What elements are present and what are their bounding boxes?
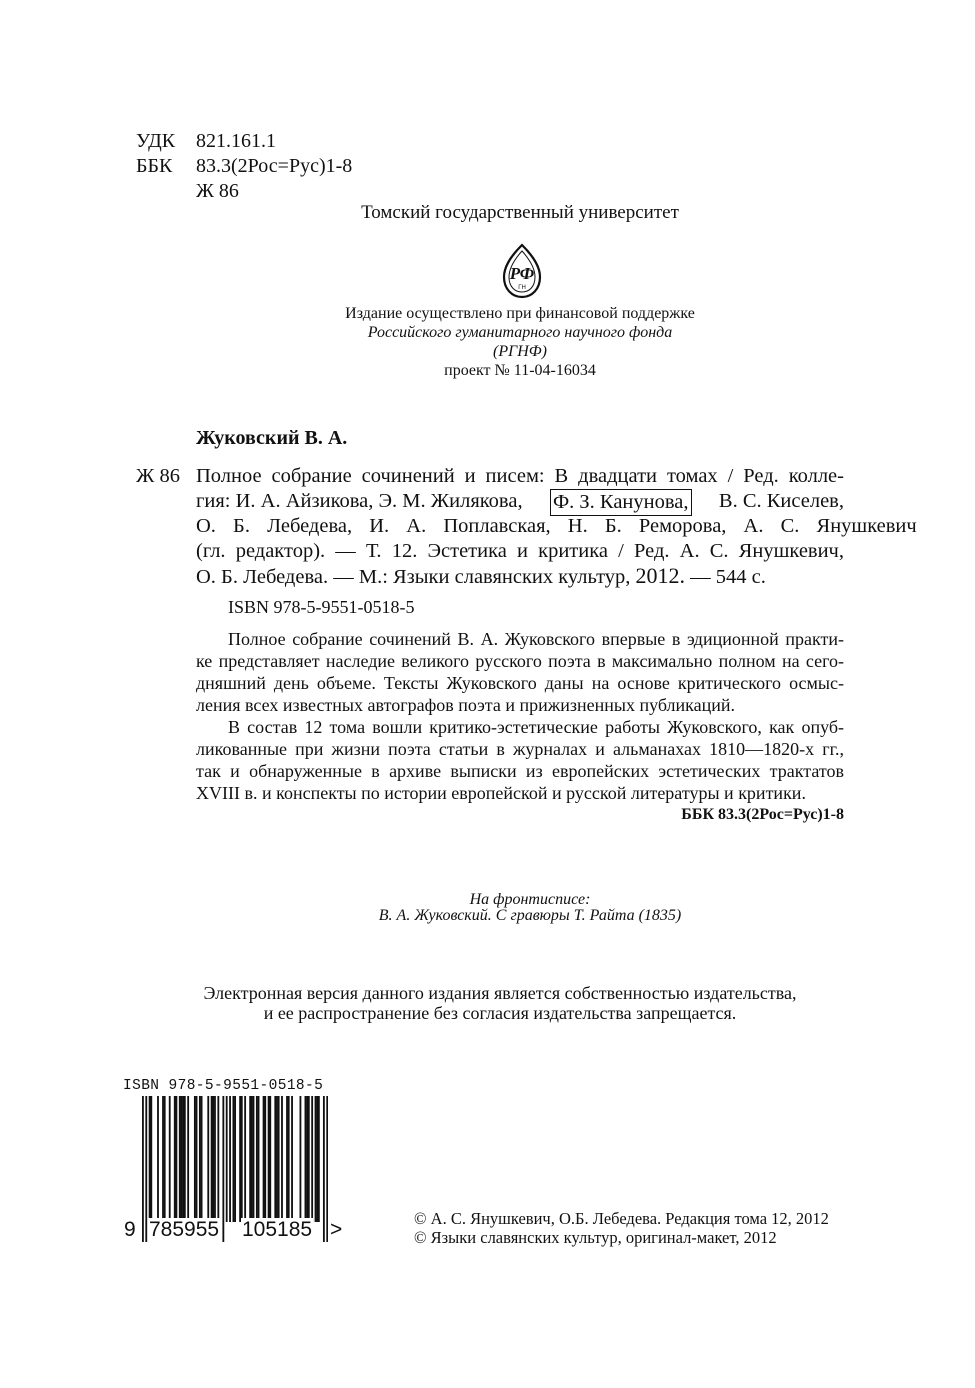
- barcode-bar: [162, 1096, 164, 1222]
- record-line2-post: В. С. Киселев,: [718, 490, 844, 512]
- abstract-p2-l3: так и обнаруженные в архиве выписки из европейских эстетических трактатов: [196, 761, 844, 781]
- barcode-bar: [323, 1096, 325, 1242]
- svg-text:ГН: ГН: [518, 285, 526, 291]
- barcode-bar: [239, 1096, 241, 1222]
- abstract-p1-l2: ке представляет наследие великого русского поэта в максимально полном на сего-: [196, 651, 844, 671]
- bbk-value: 83.3(2Рос=Рус)1-8: [196, 155, 353, 177]
- barcode-bar: [199, 1096, 201, 1222]
- barcode-bar: [300, 1096, 302, 1222]
- record-year: 2012.: [635, 563, 686, 588]
- record-line2: [196, 489, 844, 516]
- barcode-bar: [176, 1096, 178, 1222]
- bbk-label: ББК: [136, 155, 173, 177]
- notice-line2: и ее распространение без согласия издательства запрещается.: [263, 1003, 737, 1023]
- barcode-bar: [169, 1096, 171, 1222]
- barcode-bar: [274, 1096, 276, 1222]
- abstract-p1-l4: ления всех известных автографов поэта и прижизненных публикаций.: [196, 695, 736, 715]
- record-line1: Полное собрание сочинений и писем: В двадцати томах / Ред. колле-: [196, 465, 844, 487]
- barcode-bar: [184, 1096, 186, 1222]
- barcode-bar: [258, 1096, 260, 1222]
- barcode-first-digit: 9: [124, 1218, 136, 1241]
- udk-value: 821.161.1: [196, 130, 276, 152]
- abstract-p2-l2: ликованные при жизни поэта статьи в журналах и альманахах 1810—1820-х гг.,: [196, 739, 844, 759]
- barcode-bar: [212, 1096, 214, 1222]
- barcode-bar: [187, 1096, 189, 1222]
- barcode-bar: [145, 1096, 147, 1242]
- barcode-bar: [211, 1096, 213, 1222]
- barcode-bar: [308, 1096, 310, 1222]
- barcode-bar: [214, 1096, 216, 1222]
- record-line3-text: О. Б. Лебедева, И. А. Поплавская, Н. Б. Реморова, А. С. Янушкевич: [196, 515, 917, 537]
- barcode-bar: [234, 1096, 236, 1222]
- barcode-bar: [149, 1096, 151, 1222]
- barcode-group2: 105185: [242, 1218, 313, 1241]
- barcode-bar: [305, 1096, 307, 1222]
- svg-text:РФ: РФ: [509, 264, 535, 283]
- university-name: Томский государственный университет: [361, 202, 679, 223]
- barcode-bar: [226, 1096, 228, 1222]
- barcode-bar: [311, 1096, 313, 1222]
- abstract-p2-l1: В состав 12 тома вошли критико-эстетические работы Жуковского, как опуб-: [228, 717, 844, 737]
- barcode-bar: [286, 1096, 288, 1222]
- support-line4: проект № 11-04-16034: [444, 362, 596, 379]
- barcode-bar: [315, 1096, 317, 1222]
- support-line1: Издание осуществлено при финансовой поддержке: [345, 305, 695, 322]
- barcode-group1: 785955: [149, 1218, 220, 1241]
- barcode-bar: [263, 1096, 265, 1222]
- record-line4: (гл. редактор). — Т. 12. Эстетика и критика / Ред. А. С. Янушкевич,: [196, 540, 844, 562]
- record-line5-pre: О. Б. Лебедева. — М.: Языки славянских культур,: [196, 566, 631, 588]
- barcode-bar: [150, 1096, 152, 1222]
- barcode-bar: [249, 1096, 251, 1222]
- frontispiece-line2: В. А. Жуковский. С гравюры Т. Райта (1835): [378, 907, 682, 924]
- copyright-line2: © Языки славянских культур, оригинал-макет, 2012: [414, 1228, 777, 1247]
- support-line2: Российского гуманитарного научного фонда: [367, 324, 673, 341]
- support-line3: (РГНФ): [493, 343, 547, 360]
- abstract-p1-l1: Полное собрание сочинений В. А. Жуковского впервые в эдиционной практи-: [228, 629, 844, 649]
- barcode-bar: [253, 1096, 255, 1222]
- udk-label: УДК: [136, 130, 176, 152]
- barcode-bar: [142, 1096, 144, 1242]
- barcode-bar: [164, 1096, 166, 1222]
- notice-line1: Электронная версия данного издания является собственностью издательства,: [203, 983, 797, 1003]
- barcode-bar: [222, 1096, 224, 1242]
- barcode-bar: [241, 1096, 243, 1222]
- barcode-bar: [207, 1096, 209, 1222]
- author-mark: Ж 86: [196, 180, 239, 202]
- barcode-bar: [264, 1096, 266, 1222]
- barcode-bar: [306, 1096, 308, 1222]
- record-line2-pre: гия: И. А. Айзикова, Э. М. Жилякова,: [196, 490, 523, 512]
- copyright-line1: © А. С. Янушкевич, О.Б. Лебедева. Редакция тома 12, 2012: [414, 1209, 829, 1228]
- author-heading: Жуковский В. А.: [196, 427, 348, 449]
- isbn-line: ISBN 978-5-9551-0518-5: [228, 597, 415, 617]
- rgnf-logo-icon: [500, 243, 544, 299]
- barcode-bar: [179, 1096, 181, 1222]
- barcode-bar: [244, 1096, 246, 1222]
- record-line3: [196, 514, 917, 539]
- barcode-isbn: ISBN 978-5-9551-0518-5: [123, 1078, 324, 1094]
- barcode-bar: [194, 1096, 196, 1222]
- barcode-bar: [276, 1096, 278, 1222]
- barcode-bar: [251, 1096, 253, 1222]
- barcode-bar: [181, 1096, 183, 1222]
- record-boxed-name: Ф. З. Канунова,: [550, 489, 692, 516]
- barcode-bar: [201, 1096, 203, 1222]
- barcode-bar: [182, 1096, 184, 1222]
- record-mark: Ж 86: [136, 465, 180, 487]
- barcode-bar: [232, 1096, 234, 1222]
- frontispiece-line1: На фронтисписе:: [469, 891, 591, 908]
- abstract-p1-l3: дняшний день объеме. Тексты Жуковского даны на основе критического осмыс-: [196, 673, 844, 693]
- barcode-bar: [157, 1096, 159, 1222]
- abstract-p2-l4: XVIII в. и конспекты по истории европейской и русской литературы и критики.: [196, 783, 806, 803]
- barcode-bar: [326, 1096, 328, 1242]
- barcode-bar: [256, 1096, 258, 1222]
- barcode-bar: [318, 1096, 320, 1222]
- barcode-bar: [174, 1096, 176, 1222]
- barcode-end-mark: >: [330, 1218, 343, 1241]
- barcode-bar: [288, 1096, 290, 1222]
- barcode-bar: [268, 1096, 270, 1222]
- barcode-bar: [196, 1096, 198, 1222]
- barcode-bar: [291, 1096, 293, 1222]
- barcode-bar: [281, 1096, 283, 1222]
- barcode-bar: [269, 1096, 271, 1222]
- record-line5: [196, 563, 766, 590]
- bbk-bold: ББК 83.3(2Рос=Рус)1-8: [681, 806, 844, 823]
- barcode-bar: [278, 1096, 280, 1222]
- barcode-bar: [316, 1096, 318, 1222]
- barcode-bar: [229, 1096, 231, 1222]
- record-pages: — 544 с.: [690, 566, 766, 588]
